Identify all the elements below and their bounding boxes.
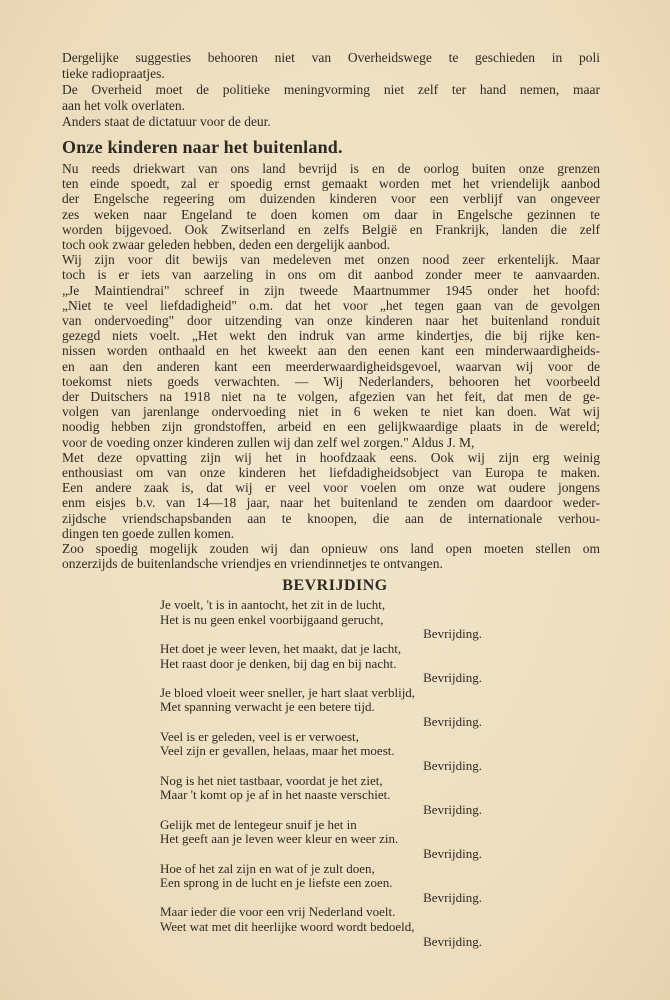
poem-refrain: Bevrijding. [423,626,482,642]
text-line: dingen ten goede zullen komen. [62,525,235,541]
text-line: aan het volk overlaten. [62,98,185,113]
text-line: Met deze opvatting zijn wij het in hoofdzaak eens. Ook wij zijn erg weinig [62,449,600,465]
poem-line: Veel is er geleden, veel is er verwoest, [160,728,359,744]
poem-stanza [160,598,482,642]
text-line: Een andere zaak is, dat wij er veel voor voelen om onze wat oudere jongens [62,480,600,496]
text-line: der Engelsche regeering om duizenden kinderen voor een verblijf van ongeveer [62,191,600,207]
text-line: enthousiast om van onze kinderen het liefdadigheidsobject van Europa te maken. [62,465,600,481]
poem-refrain: Bevrijding. [423,845,482,861]
text-line: noodig hebben zijn grondstoffen, arbeid en een gelijkwaardige plaats in de wereld; [62,419,600,435]
text-line: en aan den anderen kant een meerderwaardigheidsgevoel, waarvan wij voor de [62,358,600,374]
text-line: worden bijgevoed. Ook Zwitserland en zelfs België en Frankrijk, landen die zelf [62,221,600,237]
poem-stanza [160,642,482,686]
poem-line: Een sprong in de lucht en je liefste een zoen. [160,875,393,891]
poem-stanza [160,774,482,818]
text-line: toch is er iets van aarzeling in ons om dit aanbod zonder meer te aanvaarden. [62,267,600,283]
poem-line: Gelijk met de lentegeur snuif je het in [160,816,357,832]
poem-refrain: Bevrijding. [423,889,482,905]
poem [160,598,482,949]
text-line: ten einde spoedt, zal er spoedig ernst gemaakt worden met het vriendelijk aanbod [62,176,600,192]
poem-line: Hoe of het zal zijn en wat of je zult doen, [160,860,375,876]
poem-line: Maar ieder die voor een vrij Nederland voelt. [160,904,396,920]
poem-stanza [160,818,482,862]
text-line: Nu reeds driekwart van ons land bevrijd is en de oorlog buiten onze grenzen [62,161,600,176]
poem-line: Weet wat met dit heerlijke woord wordt bedoeld, [160,919,415,935]
poem-line: Je bloed vloeit weer sneller, je hart slaat verblijd, [160,684,416,700]
text-line: gezegd niets voelt. „Het wekt den indruk van arme kindertjes, die bij rijke ken- [62,328,600,344]
article-heading: Onze kinderen naar het buitenland. [62,137,343,157]
poem-stanza [160,686,482,730]
poem-refrain: Bevrijding. [423,933,482,949]
text-line: volgen van jarenlange ondervoeding niet in 6 weken te niet kan doen. Wat wij [62,404,600,420]
text-line: tieke radiopraatjes. [62,66,165,81]
text-line: Zoo spoedig mogelijk zouden wij dan opnieuw ons land open moeten stellen om [62,541,600,557]
poem-stanza [160,905,482,949]
poem-line: Je voelt, 't is in aantocht, het zit in de lucht, [160,597,386,612]
text-line: der Duitschers na 1918 niet na te volgen, afgezien van het feit, dat men de ge- [62,389,600,405]
poem-line: Het doet je weer leven, het maakt, dat je lacht, [160,640,402,656]
text-line: toekomst niets goeds verwachten. — Wij Nederlanders, behooren het voorbeeld [62,373,600,389]
poem-refrain: Bevrijding. [423,801,482,817]
article-body [62,161,600,571]
text-line: Dergelijke suggesties behooren niet van Overheidswege te geschieden in poli [62,50,600,65]
poem-refrain: Bevrijding. [423,714,482,730]
text-line: „Je Maintiendrai" schreef in zijn tweede Maartnummer 1945 onder het hoofd: [62,282,600,298]
text-line: enm eisjes b.v. van 14—18 jaar, naar het buitenland te zenden om daardoor weder- [62,495,600,511]
poem-title: BEVRIJDING [282,577,388,594]
text-line: van ondervoeding" door uitzending van onze kinderen naar het buitenland ronduit [62,313,600,329]
poem-line: Nog is het niet tastbaar, voordat je het ziet, [160,772,383,788]
poem-stanza [160,730,482,774]
text-line: voor de voeding onzer kinderen zullen wij dan zelf wel zorgen." Aldus J. M, [62,434,475,450]
poem-refrain: Bevrijding. [423,758,482,774]
text-line: toch ook zwaar geleden hebben, deden een dergelijk aanbod. [62,237,391,253]
text-line: onzerzijds de buitenlandsche vriendjes en vriendinnetjes te ontvangen. [62,556,443,572]
intro-paragraph [62,50,600,130]
poem-line: Met spanning verwacht je een betere tijd. [160,699,375,715]
text-line: nissen worden onthaald en het kweekt aan den eenen kant een minderwaardigheids- [62,343,600,359]
poem-refrain: Bevrijding. [423,670,482,686]
text-line: Wij zijn voor dit bewijs van medeleven met onzen nood zeer erkentelijk. Maar [62,252,600,268]
text-line: zijdsche vriendschapsbanden aan te knoopen, die aan de internationale verhou- [62,510,600,526]
poem-line: Maar 't komt op je af in het naaste verschiet. [160,787,391,803]
poem-line: Het geeft aan je leven weer kleur en weer zin. [160,831,399,847]
text-line: „Niet te veel liefdadigheid" o.m. dat het voor „het tegen gaan van de gevolgen [62,297,600,313]
poem-line: Het is nu geen enkel voorbijgaand gerucht, [160,611,384,627]
poem-stanza [160,862,482,906]
text-line: De Overheid moet de politieke meningvorming niet zelf ter hand nemen, maar [62,82,600,97]
poem-line: Veel zijn er gevallen, helaas, maar het moest. [160,743,395,759]
poem-line: Het raast door je denken, bij dag en bij nacht. [160,655,397,671]
text-line: Anders staat de dictatuur voor de deur. [62,114,271,129]
text-line: zes weken naar Engeland te doen komen om daar in Engelsche gezinnen te [62,206,600,222]
